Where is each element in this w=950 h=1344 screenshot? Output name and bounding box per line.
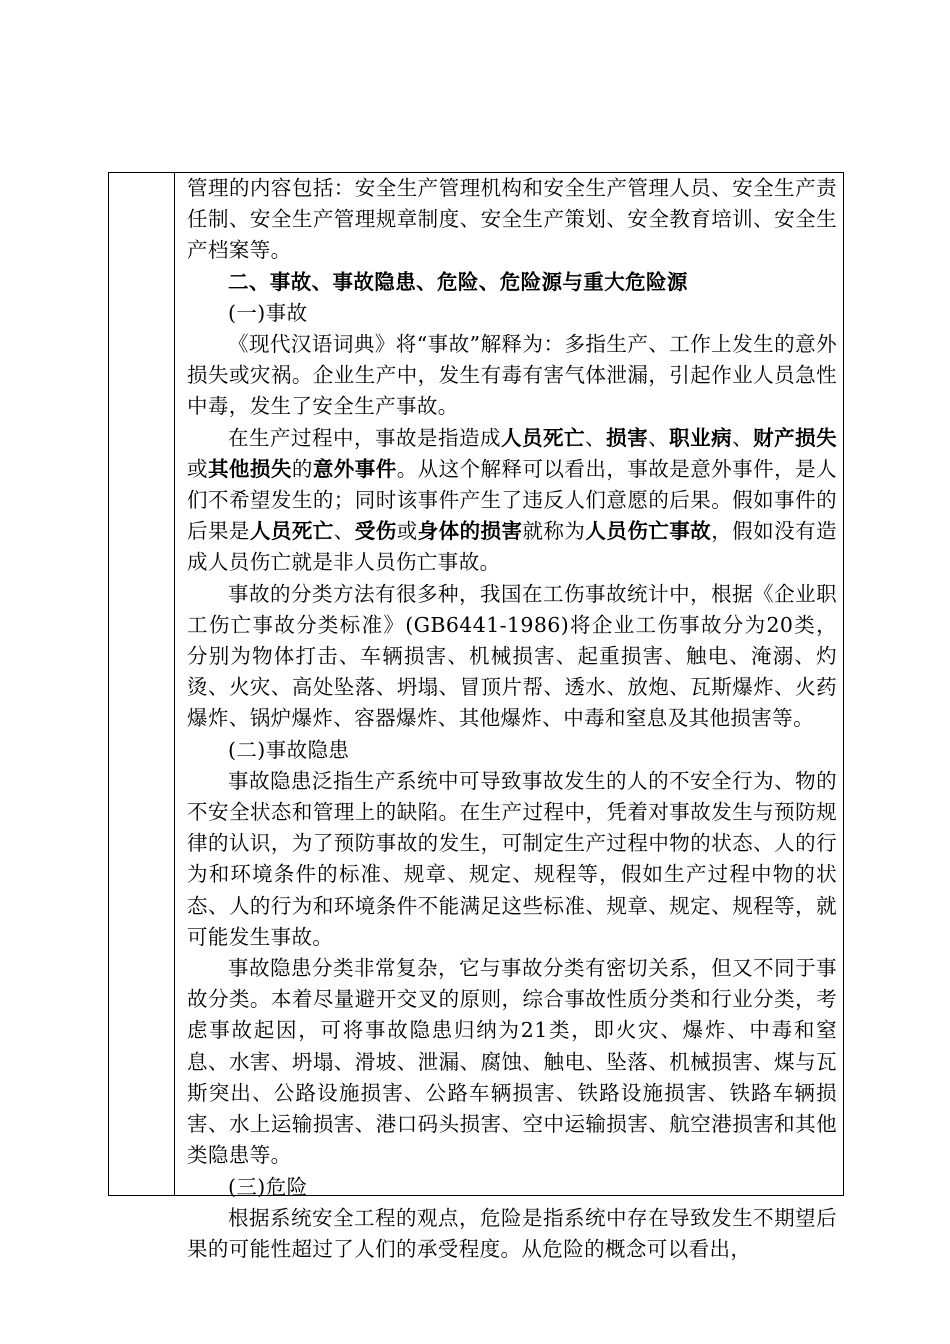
paragraph-accident-definition: 在生产过程中，事故是指造成人员死亡、损害、职业病、财产损失或其他损失的意外事件。从这个解释可以看出，事故是意外事件，是人们不希望发生的；同时该事件产生了违反人们意愿的后果。假如事件的后果是人员死亡、受伤或身体的损害就称为人员伤亡事故，假如没有造成人员伤亡就是非人员伤亡事故。 — [187, 425, 838, 575]
subheading-accident: (一)事故 — [228, 300, 308, 325]
intro-paragraph: 管理的内容包括：安全生产管理机构和安全生产管理人员、安全生产责任制、安全生产管理规章制度、安全生产策划、安全教育培训、安全生产档案等。 — [187, 176, 837, 263]
section-heading: 二、事故、事故隐患、危险、危险源与重大危险源 — [228, 269, 688, 294]
paragraph-danger-definition: 根据系统安全工程的观点，危险是指系统中存在导致发生不期望后果的可能性超过了人们的承受程度。从危险的概念可以看出， — [187, 1205, 837, 1261]
subheading-hidden-danger: (二)事故隐患 — [228, 737, 350, 762]
left-column-cell — [109, 173, 175, 1195]
paragraph-hidden-danger-definition: 事故隐患泛指生产系统中可导致事故发生的人的不安全行为、物的不安全状态和管理上的缺陷。在生产过程中，凭着对事故发生与预防规律的认识，为了预防事故的发生，可制定生产过程中物的状态、人的行为和环境条件的标准、规章、规定、规程等，假如生产过程中物的状态、人的行为和环境条件不能满足这些标准、规章、规定、规程等，就可能发生事故。 — [187, 768, 837, 949]
paragraph-dictionary-definition: 《现代汉语词典》将“事故”解释为：多指生产、工作上发生的意外损失或灾祸。企业生产中，发生有毒有害气体泄漏，引起作业人员急性中毒，发生了安全生产事故。 — [187, 332, 837, 419]
document-table — [108, 172, 844, 1261]
subheading-danger: (三)危险 — [228, 1174, 308, 1199]
content-cell — [187, 173, 837, 1265]
paragraph-hidden-danger-classification: 事故隐患分类非常复杂，它与事故分类有密切关系，但又不同于事故分类。本着尽量避开交叉的原则，综合事故性质分类和行业分类，考虑事故起因，可将事故隐患归纳为21类，即火灾、爆炸、中毒和窒息、水害、坍塌、滑坡、泄漏、腐蚀、触电、坠落、机械损害、煤与瓦斯突出、公路设施损害、公路车辆损害、铁路设施损害、铁路车辆损害、水上运输损害、港口码头损害、空中运输损害、航空港损害和其他类隐患等。 — [187, 956, 837, 1168]
paragraph-accident-classification: 事故的分类方法有很多种，我国在工伤事故统计中，根据《企业职工伤亡事故分类标准》(GB6441-1986)将企业工伤事故分为20类，分别为物体打击、车辆损害、机械损害、起重损害、触电、淹溺、灼烫、火灾、高处坠落、坍塌、冒顶片帮、透水、放炮、瓦斯爆炸、火药爆炸、锅炉爆炸、容器爆炸、其他爆炸、中毒和窒息及其他损害等。 — [187, 581, 837, 731]
